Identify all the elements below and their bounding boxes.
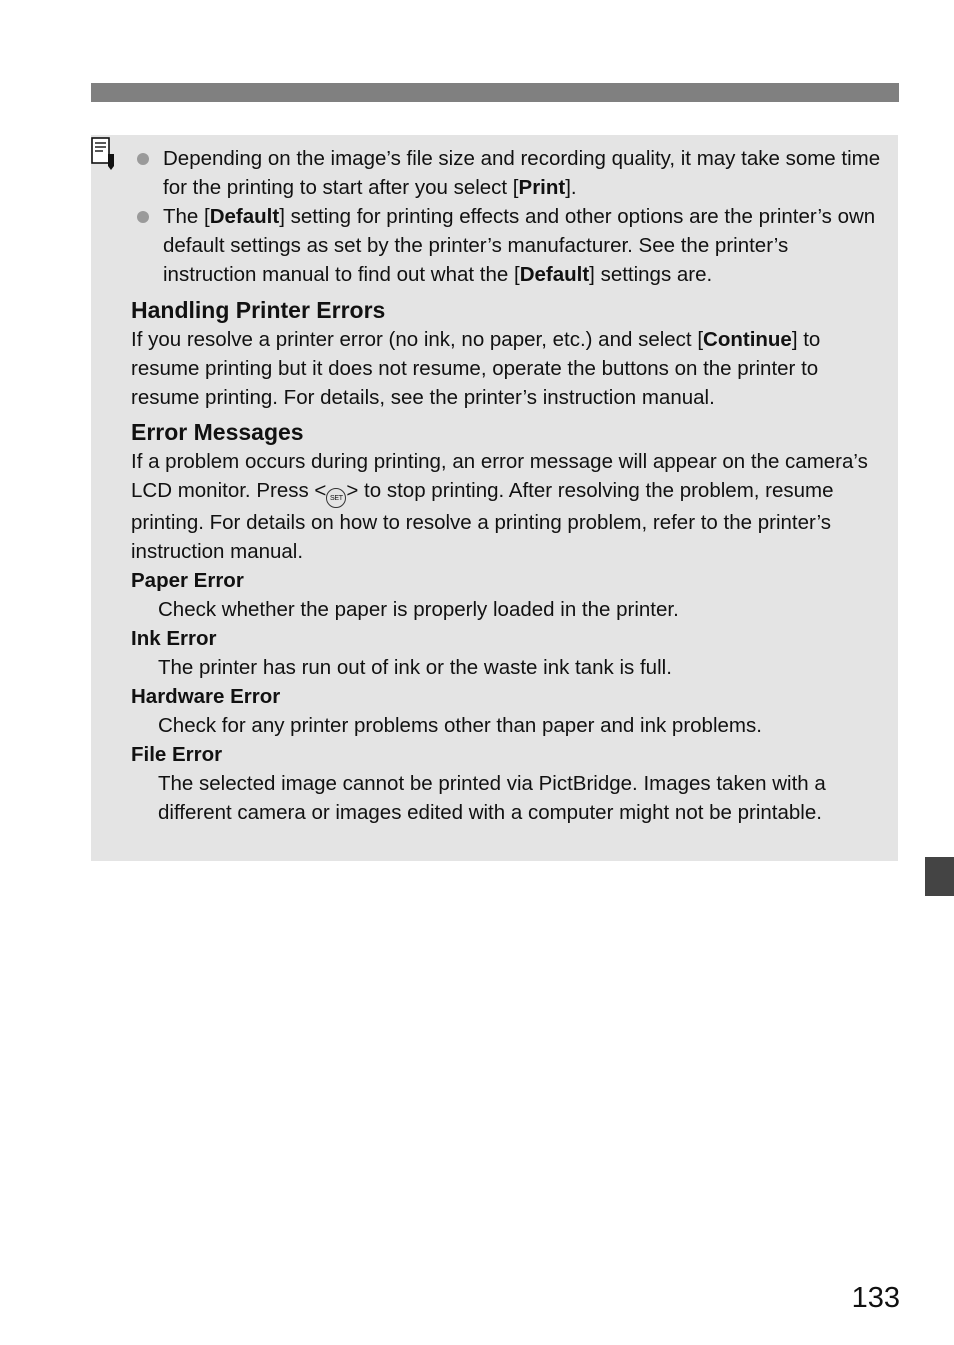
error-desc: The selected image cannot be printed via PictBridge. Images taken with a different camera or images edited with a computer might not be printable. xyxy=(158,772,826,824)
notes-content xyxy=(131,144,883,827)
set-button-icon: SET xyxy=(326,488,346,508)
section-body: If a problem occurs during printing, an error message will appear on the camera’s LCD monitor. Press < SET > to stop printing. After resolving the problem, resume printing. For details on how to resolve a printing problem, refer to the printer’s instruction manual. xyxy=(131,450,868,563)
chapter-tab xyxy=(925,857,954,896)
error-name: Hardware Error xyxy=(131,685,281,708)
page-number: 133 xyxy=(851,1282,900,1314)
menu-term-default: Default xyxy=(209,205,280,228)
notes-panel xyxy=(91,135,898,861)
note-item: Depending on the image’s file size and recording quality, it may take some time for the printing to start after you select [Print]. xyxy=(131,144,883,202)
messages-section xyxy=(131,417,883,827)
error-desc: The printer has run out of ink or the waste ink tank is full. xyxy=(158,656,672,679)
header-bar xyxy=(91,83,899,102)
section-title: Error Messages xyxy=(131,419,304,445)
note-item: The [Default] setting for printing effects and other options are the printer’s own default settings as set by the printer’s manufacturer. See the printer’s instruction manual to find out what the [Default] settings are. xyxy=(131,202,883,289)
bullet-icon xyxy=(137,153,149,165)
error-name: Paper Error xyxy=(131,569,244,592)
error-name: File Error xyxy=(131,743,223,766)
menu-term-print: Print xyxy=(518,176,566,199)
error-desc: Check whether the paper is properly loaded in the printer. xyxy=(158,598,679,621)
error-desc: Check for any printer problems other than paper and ink problems. xyxy=(158,714,762,737)
error-name: Ink Error xyxy=(131,627,217,650)
error-list xyxy=(131,566,883,827)
menu-term-default: Default xyxy=(519,263,590,286)
handling-section xyxy=(131,295,883,412)
note-list xyxy=(131,144,883,289)
menu-term-continue: Continue xyxy=(703,328,792,351)
bullet-icon xyxy=(137,211,149,223)
section-title: Handling Printer Errors xyxy=(131,297,386,323)
memo-pencil-icon xyxy=(91,137,117,171)
section-body: If you resolve a printer error (no ink, no paper, etc.) and select [Continue] to resume printing but it does not resume, operate the buttons on the printer to resume printing. For details, see the printer’s instruction manual. xyxy=(131,328,821,409)
